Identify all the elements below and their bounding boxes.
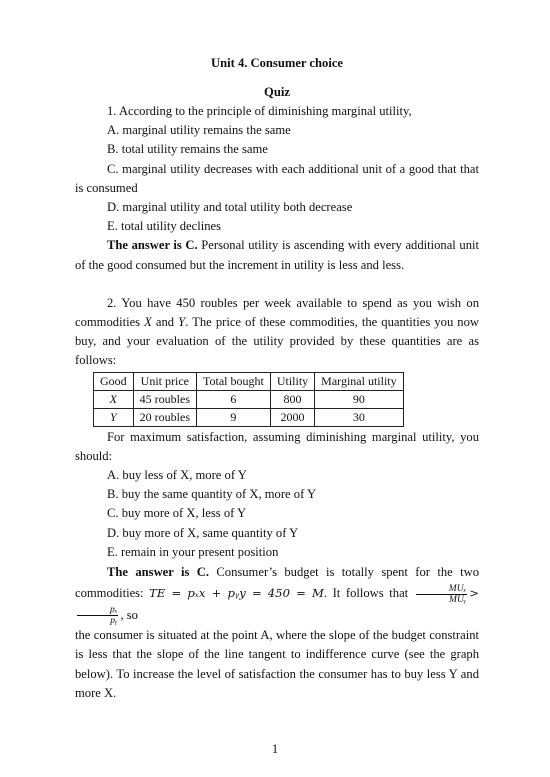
q1-answer <box>75 236 479 274</box>
goods-table <box>93 372 404 427</box>
table-header: Good <box>94 372 134 390</box>
page-number: 1 <box>271 742 279 756</box>
q1-option-d: D. marginal utility and total utility both decrease <box>107 200 353 215</box>
q2-option-a: A. buy less of X, more of Y <box>107 468 247 483</box>
table-header: Marginal utility <box>315 372 403 390</box>
table-header: Total bought <box>197 372 271 390</box>
table-cell: 2000 <box>270 408 314 426</box>
q1-option-b: B. total utility remains the same <box>107 142 268 157</box>
table-cell: Y <box>94 408 134 426</box>
question-1: 1. According to the principle of diminishing marginal utility, <box>107 104 412 118</box>
table-row <box>94 390 404 408</box>
q1-option-e: E. total utility declines <box>107 219 222 234</box>
table-header-row <box>94 372 404 390</box>
table-cell: 30 <box>315 408 403 426</box>
q2-option-b: B. buy the same quantity of X, more of Y <box>107 487 317 502</box>
q2-option-c: C. buy more of X, less of Y <box>107 506 247 521</box>
price-ratio: $\frac{\text{pₓ}}{\text{pᵧ}}$ <box>77 605 118 626</box>
table-header: Utility <box>270 372 314 390</box>
q2-answer: The answer is C. Consumer’s budget is totally spent for the two commodities: TE = pₓx + pᵧy = 450 = M. It follows that $\frac{\text{MUₓ}}{\text{MUᵧ}}$ > $\frac{\text{pₓ}}{\text{pᵧ}}$ , so <box>75 565 479 627</box>
question-2: 2. You have 450 roubles per week available to spend as you wish on commodities X and Y. The price of these commodities, the quantities you now buy, and your evaluation of the utility provided by these quantities are as follows: <box>75 295 479 368</box>
page-title: Unit 4. Consumer choice <box>211 56 343 70</box>
q1-option-a: A. marginal utility remains the same <box>107 123 291 138</box>
q2-option-e: E. remain in your present position <box>107 544 279 559</box>
q1-answer-text: Personal utility is ascending with every additional unit of the good consumed but the increment in utility is less and less. <box>75 238 479 272</box>
q2-prompt: For maximum satisfaction, assuming diminishing marginal utility, you should: <box>75 429 479 463</box>
quiz-heading: Quiz <box>264 85 290 99</box>
table-cell: 90 <box>315 390 403 408</box>
table-row <box>94 408 404 426</box>
q2-answer-continued: the consumer is situated at the point A, where the slope of the budget constraint is less that the slope of the line tangent to indifference curve (see the graph below). To increase the level of satisfaction the consumer has to buy less Y and more X. <box>75 628 479 700</box>
document-page <box>75 46 479 703</box>
table-cell: 45 roubles <box>133 390 196 408</box>
table-cell: 800 <box>270 390 314 408</box>
table-cell: X <box>94 390 134 408</box>
q2-answer-lead: The answer is C. <box>107 565 209 580</box>
budget-equation: TE = pₓx + pᵧy = 450 = M <box>149 586 324 601</box>
marginal-utility-ratio: $\frac{\text{MUₓ}}{\text{MUᵧ}}$ <box>416 584 467 605</box>
table-cell: 9 <box>197 408 271 426</box>
table-header: Unit price <box>133 372 196 390</box>
q1-answer-lead: The answer is C. <box>107 238 198 253</box>
q2-option-d: D. buy more of X, same quantity of Y <box>107 525 299 540</box>
table-cell: 20 roubles <box>133 408 196 426</box>
table-cell: 6 <box>197 390 271 408</box>
q1-option-c: C. marginal utility decreases with each additional unit of a good that that is consumed <box>75 161 479 195</box>
